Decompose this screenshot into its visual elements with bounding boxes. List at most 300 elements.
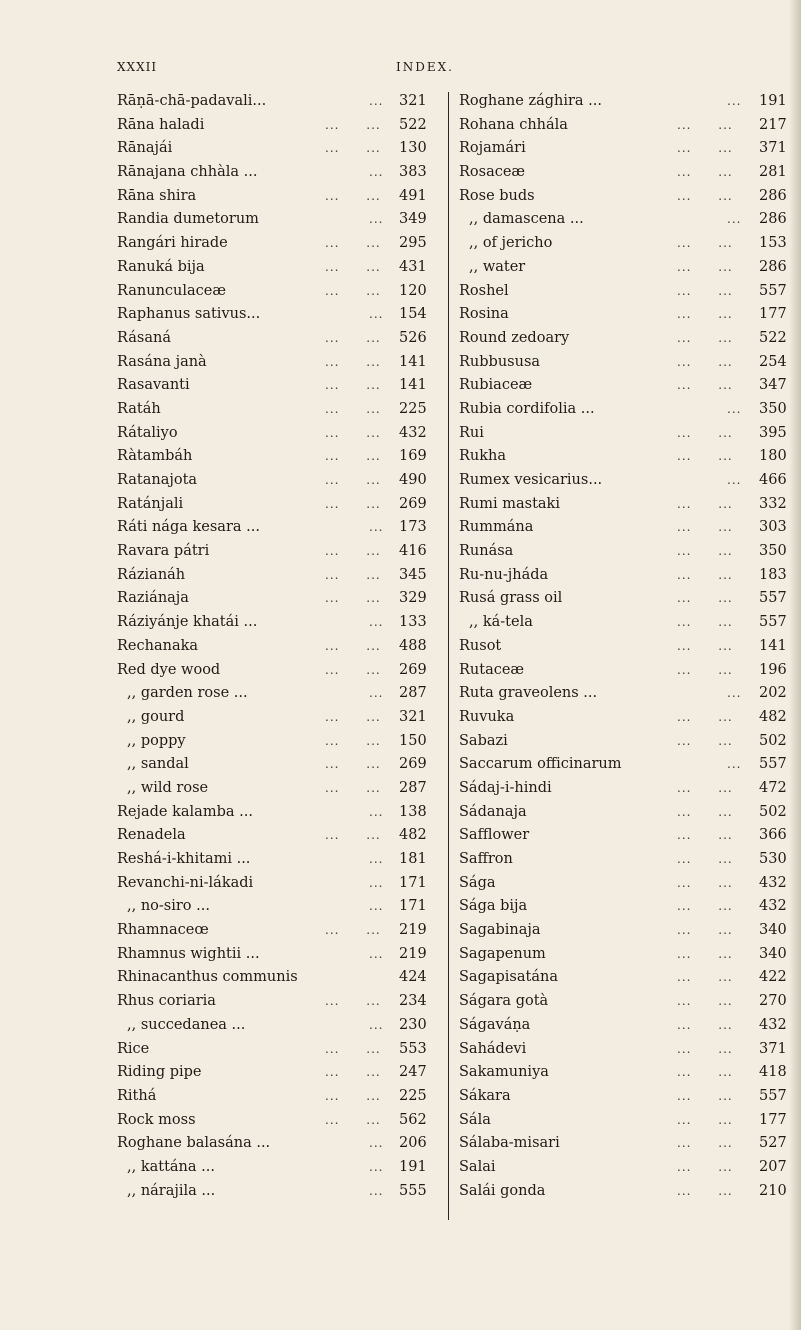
index-page-number: 133	[399, 614, 427, 631]
index-page-number: 555	[399, 1182, 427, 1199]
index-entry	[459, 777, 789, 801]
index-page-number: 196	[759, 661, 787, 678]
index-page-number: 502	[759, 803, 787, 820]
index-entry	[117, 611, 447, 635]
index-page-number: 562	[399, 1111, 427, 1128]
index-entry	[117, 824, 447, 848]
index-term: Ráziyánje khatái ...	[117, 614, 258, 631]
leader-dots: ... ...	[325, 780, 381, 795]
index-term: Rutaceæ	[459, 661, 525, 678]
index-entry	[459, 943, 789, 967]
leader-dots: ...	[727, 212, 742, 227]
index-entry	[459, 1156, 789, 1180]
index-term: Reshá-i-khitami ...	[117, 851, 251, 867]
index-term: Sabazi	[459, 732, 508, 749]
leader-dots: ... ...	[325, 567, 381, 582]
index-term: Saffron	[459, 851, 513, 867]
index-entry	[459, 872, 789, 896]
index-term: Sagapisatána	[459, 969, 558, 986]
index-page-number: 488	[399, 637, 427, 654]
leader-dots: ... ...	[325, 473, 381, 487]
leader-dots: ... ...	[677, 804, 733, 819]
index-entry	[459, 966, 789, 990]
leader-dots: ...	[369, 307, 384, 322]
index-page-number: 180	[759, 448, 787, 465]
index-entry	[117, 1014, 447, 1038]
index-entry	[117, 422, 447, 446]
leader-dots: ... ...	[325, 330, 381, 345]
leader-dots: ... ...	[677, 1159, 733, 1174]
index-page-number: 431	[399, 258, 427, 275]
index-page-number: 350	[759, 543, 787, 560]
index-page-number: 181	[399, 851, 427, 867]
index-page-number: 150	[399, 732, 427, 749]
index-entry	[459, 516, 789, 540]
index-page-number: 522	[399, 116, 427, 133]
leader-dots: ... ...	[325, 638, 381, 653]
index-entry	[117, 1061, 447, 1085]
index-page-number: 557	[759, 756, 787, 773]
index-page-number: 557	[759, 282, 787, 299]
leader-dots: ...	[369, 165, 384, 180]
leader-dots: ... ...	[677, 1088, 733, 1103]
leader-dots: ... ...	[677, 1041, 733, 1056]
leader-dots: ... ...	[677, 638, 733, 653]
index-term: Rosaceæ	[459, 164, 526, 181]
index-page-number: 345	[399, 566, 427, 583]
leader-dots: ... ...	[325, 117, 381, 132]
index-term: Rusot	[459, 637, 502, 654]
index-term: Sákara	[459, 1087, 511, 1104]
index-page-number: 219	[399, 922, 427, 939]
index-term: Runása	[459, 543, 514, 560]
index-term: Sála	[459, 1111, 491, 1128]
leader-dots: ... ...	[677, 828, 733, 843]
index-entry	[117, 919, 447, 943]
leader-dots: ... ...	[325, 259, 381, 274]
leader-dots: ... ...	[677, 780, 733, 795]
index-page-number: 482	[759, 708, 787, 725]
index-entry	[117, 872, 447, 896]
index-entry	[459, 848, 789, 872]
index-term: Randia dumetorum	[117, 211, 259, 228]
index-entry	[459, 1038, 789, 1062]
index-term: Riding pipe	[117, 1064, 202, 1081]
index-page-number: 130	[399, 140, 427, 157]
index-page-number: 490	[399, 472, 427, 488]
leader-dots: ... ...	[325, 449, 381, 464]
index-term: Raziánaja	[117, 590, 189, 607]
index-entry	[459, 232, 789, 256]
index-page-number: 416	[399, 543, 427, 560]
index-page-number: 482	[399, 827, 427, 844]
leader-dots: ... ...	[325, 1065, 381, 1080]
index-page-number: 141	[759, 637, 787, 654]
leader-dots: ... ...	[325, 378, 381, 393]
index-page-number: 269	[399, 756, 427, 773]
index-page-number: 321	[399, 708, 427, 725]
index-term: Rhamnaceœ	[117, 922, 209, 939]
index-entry	[117, 730, 447, 754]
index-term: Rumex vesicarius...	[459, 472, 603, 488]
index-term: ,, wild rose	[127, 779, 209, 796]
index-entry	[459, 256, 789, 280]
leader-dots: ... ...	[677, 1017, 733, 1032]
index-entry	[117, 1085, 447, 1109]
index-entry	[117, 256, 447, 280]
leader-dots: ...	[727, 473, 742, 487]
leader-dots: ...	[369, 615, 384, 630]
index-entry	[459, 611, 789, 635]
index-entry	[459, 682, 789, 706]
index-term: Rāna shira	[117, 187, 197, 204]
index-term: Rohana chhála	[459, 116, 568, 133]
index-term: Renadela	[117, 827, 186, 844]
index-entry	[459, 1085, 789, 1109]
index-page-number: 210	[759, 1182, 787, 1199]
index-entry	[459, 1109, 789, 1133]
index-entry	[117, 445, 447, 469]
index-term: Sága	[459, 874, 496, 891]
index-page-number: 207	[759, 1158, 787, 1175]
index-term: Rock moss	[117, 1111, 196, 1128]
index-term: Rubbususa	[459, 353, 541, 370]
index-entry	[459, 540, 789, 564]
index-column-right	[459, 90, 789, 1203]
index-entry	[117, 682, 447, 706]
index-term: Rice	[117, 1040, 150, 1057]
index-page-number: 269	[399, 661, 427, 678]
leader-dots: ... ...	[325, 662, 381, 677]
index-page-number: 432	[399, 424, 427, 441]
leader-dots: ... ...	[325, 188, 381, 203]
index-term: ,, ká-tela	[469, 614, 533, 631]
index-page-number: 269	[399, 495, 427, 512]
index-entry	[117, 990, 447, 1014]
leader-dots: ... ...	[677, 496, 733, 511]
leader-dots: ...	[369, 946, 384, 961]
index-entry	[459, 90, 789, 114]
index-term: Ravara pátri	[117, 543, 210, 560]
index-page-number: 424	[399, 969, 427, 986]
index-term: Saccarum officinarum	[459, 756, 622, 773]
index-page-number: 466	[759, 472, 787, 488]
index-page-number: 340	[759, 945, 787, 962]
index-term: ,, succedanea ...	[127, 1016, 246, 1033]
index-entry	[459, 208, 789, 232]
index-term: Rangári hirade	[117, 235, 228, 252]
leader-dots: ... ...	[677, 709, 733, 724]
leader-dots: ...	[369, 852, 384, 866]
index-entry	[117, 232, 447, 256]
index-entry	[459, 422, 789, 446]
leader-dots: ... ...	[325, 757, 381, 772]
index-entry	[459, 753, 789, 777]
index-term: Rithá	[117, 1087, 157, 1104]
index-page-number: 171	[399, 874, 427, 891]
leader-dots: ...	[727, 757, 742, 772]
page-title: INDEX.	[396, 60, 454, 74]
leader-dots: ... ...	[677, 567, 733, 582]
index-term: Rosina	[459, 306, 509, 323]
index-entry	[117, 659, 447, 683]
index-page-number: 141	[399, 377, 427, 394]
index-entry	[117, 1109, 447, 1133]
index-term: Rānajái	[117, 140, 173, 157]
index-term: Sádanaja	[459, 803, 527, 820]
index-term: Ranunculaceæ	[117, 282, 226, 299]
index-entry	[459, 990, 789, 1014]
index-term: Rázianáh	[117, 566, 186, 583]
leader-dots: ... ...	[677, 1183, 733, 1198]
index-page-number: 287	[399, 779, 427, 796]
index-entry	[459, 137, 789, 161]
leader-dots: ... ...	[677, 899, 733, 914]
leader-dots: ... ...	[677, 307, 733, 322]
index-page-number: 169	[399, 448, 427, 465]
index-page-number: 557	[759, 614, 787, 631]
leader-dots: ... ...	[325, 1088, 381, 1103]
index-page-number: 432	[759, 1016, 787, 1033]
page-edge-shadow	[789, 0, 801, 1330]
index-term: Ráti nága kesara ...	[117, 519, 260, 536]
index-term: Rasavanti	[117, 377, 190, 394]
leader-dots: ... ...	[325, 709, 381, 724]
leader-dots: ... ...	[325, 283, 381, 298]
leader-dots: ...	[369, 212, 384, 227]
index-entry	[117, 280, 447, 304]
leader-dots: ...	[369, 1183, 384, 1198]
leader-dots: ...	[727, 686, 742, 701]
leader-dots: ... ...	[325, 401, 381, 416]
leader-dots: ... ...	[677, 994, 733, 1009]
index-entry	[459, 493, 789, 517]
leader-dots: ... ...	[677, 188, 733, 203]
index-term: ,, damascena ...	[469, 211, 584, 228]
index-page-number: 295	[399, 235, 427, 252]
index-entry	[117, 374, 447, 398]
index-term: Revanchi-ni-lákadi	[117, 874, 254, 891]
index-term: Roshel	[459, 282, 509, 299]
index-entry	[117, 1180, 447, 1204]
leader-dots: ... ...	[677, 520, 733, 535]
index-page-number: 183	[759, 566, 787, 583]
index-entry	[459, 161, 789, 185]
index-entry	[117, 943, 447, 967]
leader-dots: ... ...	[677, 1112, 733, 1127]
index-term: Raphanus sativus...	[117, 306, 261, 323]
index-entry	[117, 777, 447, 801]
leader-dots: ... ...	[677, 946, 733, 961]
index-page-number: 171	[399, 898, 427, 915]
leader-dots: ... ...	[325, 994, 381, 1009]
index-page-number: 432	[759, 898, 787, 915]
leader-dots: ... ...	[677, 875, 733, 890]
index-term: Rummána	[459, 519, 534, 536]
index-page-number: 286	[759, 211, 787, 228]
leader-dots: ... ...	[677, 259, 733, 274]
index-entry	[459, 374, 789, 398]
index-term: Rumi mastaki	[459, 495, 560, 512]
index-term: Roghane zághira ...	[459, 93, 602, 109]
index-page-number: 329	[399, 590, 427, 607]
index-term: Rásaná	[117, 329, 171, 346]
index-term: Rojamári	[459, 140, 526, 157]
index-page-number: 247	[399, 1064, 427, 1081]
index-page-number: 138	[399, 803, 427, 820]
index-page-number: 557	[759, 590, 787, 607]
leader-dots: ... ...	[677, 733, 733, 748]
index-term: Rui	[459, 424, 484, 441]
index-entry	[459, 445, 789, 469]
index-term: Sága bija	[459, 898, 528, 915]
index-term: Rhamnus wightii ...	[117, 945, 260, 962]
index-page-number: 321	[399, 93, 427, 109]
index-entry	[459, 185, 789, 209]
index-term: Ratáh	[117, 400, 161, 417]
index-page-number: 371	[759, 140, 787, 157]
index-page-number: 270	[759, 993, 787, 1010]
index-term: ,, gourd	[127, 708, 185, 725]
page-header	[0, 60, 801, 84]
index-page-number: 286	[759, 258, 787, 275]
leader-dots: ...	[369, 520, 384, 535]
index-entry	[459, 635, 789, 659]
leader-dots: ... ...	[677, 923, 733, 938]
index-term: Sagabinaja	[459, 922, 541, 939]
index-term: Round zedoary	[459, 329, 570, 346]
index-term: Sálaba-misari	[459, 1135, 560, 1152]
leader-dots: ... ...	[325, 496, 381, 511]
index-term: Roghane balasána ...	[117, 1135, 271, 1152]
index-term: ,, sandal	[127, 756, 189, 773]
index-page-number: 303	[759, 519, 787, 536]
index-term: Rukha	[459, 448, 507, 465]
index-page-number: 422	[759, 969, 787, 986]
index-page-number: 332	[759, 495, 787, 512]
index-page-number: 177	[759, 306, 787, 323]
index-entry	[117, 895, 447, 919]
leader-dots: ... ...	[677, 591, 733, 606]
index-entry	[459, 587, 789, 611]
index-term: Rubia cordifolia ...	[459, 400, 595, 417]
index-page-number: 383	[399, 164, 427, 181]
index-term: Ságara gotà	[459, 993, 549, 1010]
index-page-number: 526	[399, 329, 427, 346]
index-term: Safflower	[459, 827, 530, 844]
leader-dots: ... ...	[677, 449, 733, 464]
index-entry	[117, 753, 447, 777]
index-term: Rátaliyo	[117, 424, 178, 441]
index-page-number: 340	[759, 922, 787, 939]
index-entry	[117, 327, 447, 351]
index-page-number: 191	[759, 93, 787, 109]
index-entry	[117, 398, 447, 422]
index-page-number: 371	[759, 1040, 787, 1057]
index-term: Rechanaka	[117, 637, 199, 654]
index-page-number: 217	[759, 116, 787, 133]
index-term: ,, nárajila ...	[127, 1182, 216, 1199]
index-page-number: 418	[759, 1064, 787, 1081]
index-page-number: 281	[759, 164, 787, 181]
index-page-number: 206	[399, 1135, 427, 1152]
index-page-number: 502	[759, 732, 787, 749]
index-page-number: 173	[399, 519, 427, 536]
index-page-number: 395	[759, 424, 787, 441]
index-term: Rhus coriaria	[117, 993, 216, 1010]
index-entry	[117, 801, 447, 825]
index-entry	[459, 351, 789, 375]
index-entry	[117, 303, 447, 327]
index-entry	[459, 564, 789, 588]
index-term: ,, no-siro ...	[127, 898, 210, 915]
leader-dots: ... ...	[325, 544, 381, 559]
index-page-number: 432	[759, 874, 787, 891]
leader-dots: ... ...	[325, 733, 381, 748]
index-term: Rānajana chhàla ...	[117, 164, 258, 181]
index-term: Sádaj-i-hindi	[459, 779, 552, 796]
leader-dots: ... ...	[325, 591, 381, 606]
leader-dots: ... ...	[325, 354, 381, 369]
leader-dots: ... ...	[677, 165, 733, 180]
index-term: Ranuká bija	[117, 258, 205, 275]
leader-dots: ... ...	[677, 283, 733, 298]
leader-dots: ... ...	[677, 852, 733, 866]
leader-dots: ... ...	[325, 923, 381, 938]
leader-dots: ... ...	[325, 141, 381, 156]
index-entry	[117, 587, 447, 611]
index-term: Ságaváṇa	[459, 1016, 531, 1033]
leader-dots: ... ...	[677, 970, 733, 985]
index-term: Ruvuka	[459, 708, 515, 725]
index-term: Sahádevi	[459, 1040, 527, 1057]
index-page-number: 177	[759, 1111, 787, 1128]
index-entry	[459, 659, 789, 683]
index-page-number: 230	[399, 1016, 427, 1033]
index-entry	[459, 801, 789, 825]
index-term: Rāna haladi	[117, 116, 205, 133]
index-term: Rusá grass oil	[459, 590, 563, 607]
index-entry	[117, 1038, 447, 1062]
index-page-number: 287	[399, 685, 427, 702]
leader-dots: ... ...	[677, 141, 733, 156]
leader-dots: ... ...	[677, 330, 733, 345]
index-entry	[459, 398, 789, 422]
leader-dots: ... ...	[677, 1136, 733, 1151]
index-entry	[459, 1014, 789, 1038]
index-entry	[459, 919, 789, 943]
index-page-number: 527	[759, 1135, 787, 1152]
index-entry	[459, 1132, 789, 1156]
index-term: Rubiaceæ	[459, 377, 533, 394]
index-page-number: 557	[759, 1087, 787, 1104]
leader-dots: ... ...	[325, 236, 381, 251]
leader-dots: ...	[369, 686, 384, 701]
index-page-number: 141	[399, 353, 427, 370]
index-page-number: 219	[399, 945, 427, 962]
index-entry	[459, 469, 789, 493]
index-page-number: 154	[399, 306, 427, 323]
index-entry	[117, 351, 447, 375]
index-entry	[117, 1156, 447, 1180]
index-entry	[117, 564, 447, 588]
leader-dots: ...	[727, 94, 742, 108]
index-entry	[117, 848, 447, 872]
index-page-number: 349	[399, 211, 427, 228]
index-term: Rejade kalamba ...	[117, 803, 253, 820]
index-entry	[117, 493, 447, 517]
index-term: ,, water	[469, 258, 526, 275]
